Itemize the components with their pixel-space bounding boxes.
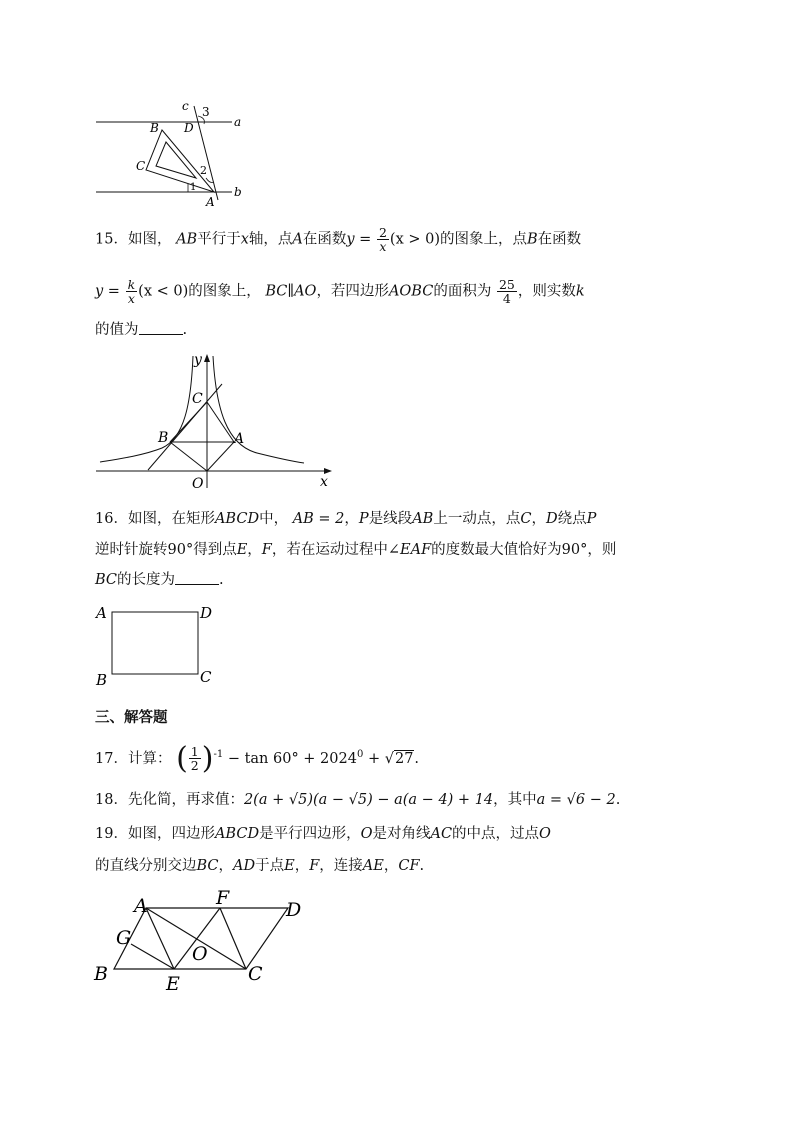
exponent: 0	[356, 749, 364, 760]
q19-line-1	[95, 824, 551, 844]
text: 如图，四边形	[127, 826, 215, 842]
q18-line	[95, 790, 620, 810]
text: 如图，	[127, 231, 172, 248]
text: 的面积为	[433, 283, 492, 300]
text: 计算：	[127, 750, 172, 767]
math-AB-eq-2: AB = 2	[292, 511, 345, 527]
text: ，	[531, 511, 546, 527]
math-C: C	[520, 511, 532, 527]
text: 轴，点	[248, 231, 293, 248]
math-O: O	[360, 826, 373, 842]
fraction-k-over-x	[126, 278, 138, 305]
math-P: P	[358, 511, 369, 527]
condition: (x < 0)	[138, 283, 189, 300]
text: 逆时针旋转90°得到点	[95, 542, 237, 558]
answer-blank[interactable]	[175, 570, 219, 585]
label-F: F	[216, 887, 230, 909]
text: .	[419, 858, 425, 874]
label-2: 2	[200, 164, 207, 177]
text: ，连接	[319, 858, 363, 874]
text: 的中点，过点	[452, 826, 540, 842]
figure-q14	[90, 98, 260, 210]
q15-line-2: y = $\frac{k}{x}$ (x < 0)的图象上， BC∥AO，若四边形AOBC的面积为 $\frac{25}{4}$ ，则实数k	[95, 277, 585, 306]
math-AB: AB	[412, 511, 434, 527]
text: 的值为	[95, 322, 139, 338]
label-x: x	[320, 474, 328, 490]
text: 如图，在矩形	[127, 511, 215, 527]
text: ，	[218, 858, 234, 874]
math-expression: 2(a + √5)(a − √5) − a(a − 4) + 14	[243, 792, 494, 808]
text: 是平行四边形，	[259, 826, 361, 842]
text: ，	[344, 511, 359, 527]
math-E: E	[236, 542, 248, 558]
text: 绕点	[557, 511, 587, 527]
text: 是对角线	[372, 826, 431, 842]
label-C: C	[200, 668, 212, 686]
text: 的图象上，点	[440, 231, 527, 248]
math-AOBC: AOBC	[388, 283, 434, 300]
denominator: x	[379, 239, 387, 254]
math-D: D	[545, 511, 558, 527]
text: − tan 60° + 2024	[227, 750, 357, 767]
label-3: 3	[202, 105, 210, 119]
numerator: 1	[190, 744, 199, 760]
text: +	[363, 750, 385, 767]
label-y: y	[194, 352, 202, 368]
text: 中，	[259, 511, 289, 527]
y-axis-arrow	[204, 354, 210, 362]
triangle-outer	[146, 130, 214, 192]
q16-line-2	[95, 540, 616, 560]
text: 先化简，再求值：	[127, 792, 244, 808]
q19-number: 19．	[95, 826, 128, 842]
math-BC: BC	[95, 572, 118, 588]
q16-number: 16．	[95, 511, 128, 527]
math-A: A	[292, 231, 303, 248]
label-B: B	[158, 430, 169, 446]
label-C: C	[192, 391, 203, 407]
math-E: E	[284, 858, 295, 874]
q17-number: 17．	[95, 750, 128, 767]
segment-GE	[131, 944, 174, 969]
text: ，其中	[493, 792, 537, 808]
math-y: y	[95, 283, 104, 300]
text: 在函数	[537, 231, 582, 248]
numerator: k	[127, 277, 136, 292]
figure-q15	[92, 350, 342, 495]
math-AE: AE	[362, 858, 384, 874]
math-x: x	[240, 231, 249, 248]
label-A: A	[206, 195, 215, 209]
text: 的长度为	[117, 572, 176, 588]
math-CF: CF	[398, 858, 420, 874]
q17-line: 17．计算： ( $\frac{1}{2}$ )$^{-1} - \tan 60^\circ + 2024^0 + √27$.	[95, 740, 420, 776]
figure-q16	[92, 600, 222, 692]
section-heading: 三、解答题	[95, 710, 168, 726]
text: ，若在运动过程中	[271, 542, 388, 558]
label-1: 1	[190, 182, 197, 193]
text: ，则实数	[517, 283, 576, 300]
math-parallel: BC∥AO	[265, 283, 317, 300]
text: .	[219, 572, 224, 588]
numerator: 25	[498, 277, 515, 292]
label-a: a	[234, 115, 242, 129]
math-F: F	[309, 858, 320, 874]
denominator: 4	[502, 291, 511, 306]
text: 的图象上，	[188, 283, 261, 300]
math-angle-EAF: ∠EAF	[387, 542, 432, 558]
text: 的度数最大值恰好为90°，则	[431, 542, 617, 558]
q19-line-2	[95, 856, 424, 876]
q15-number: 15．	[95, 231, 128, 248]
q18-number: 18．	[95, 792, 128, 808]
label-B: B	[150, 121, 159, 135]
hyperbola-left	[100, 356, 193, 462]
label-B: B	[96, 671, 108, 689]
math-O: O	[539, 826, 551, 842]
fraction-25-over-4	[497, 278, 517, 305]
text: 上一动点，点	[433, 511, 521, 527]
paren-right: )	[201, 740, 214, 776]
line-CA-extended	[148, 384, 222, 470]
text: 的直线分别交边	[95, 858, 197, 874]
math-ABCD: ABCD	[214, 511, 260, 527]
label-O: O	[192, 943, 208, 965]
label-E: E	[166, 973, 180, 995]
math-B: B	[527, 231, 538, 248]
text: 是线段	[368, 511, 413, 527]
label-b: b	[234, 185, 242, 199]
fraction-2-over-x	[377, 226, 389, 253]
segment-OB	[170, 442, 207, 471]
label-D: D	[200, 604, 213, 622]
math-P: P	[586, 511, 597, 527]
text: .	[414, 750, 420, 767]
math-AC: AC	[430, 826, 453, 842]
label-A: A	[234, 431, 245, 447]
label-C: C	[248, 963, 263, 985]
text: ，	[294, 858, 310, 874]
math-F: F	[261, 542, 272, 558]
rectangle-ABCD	[112, 612, 198, 674]
figure-q19	[90, 884, 320, 996]
label-A: A	[96, 604, 107, 622]
numerator: 2	[378, 225, 387, 240]
q16-line-1	[95, 509, 596, 529]
label-c: c	[182, 99, 189, 113]
math-BC: BC	[196, 858, 219, 874]
sqrt-27: 27	[394, 750, 414, 767]
text: ，	[247, 542, 262, 558]
label-D: D	[286, 899, 302, 921]
math-k: k	[575, 283, 585, 300]
label-D: D	[184, 121, 194, 135]
math-AB: AB	[176, 231, 198, 248]
fraction-1-over-2	[189, 745, 201, 772]
label-C: C	[136, 159, 146, 173]
paren-left: (	[176, 740, 188, 776]
label-B: B	[94, 963, 108, 985]
label-O: O	[192, 476, 204, 492]
text: ，若四边形	[316, 283, 389, 300]
text: 于点	[255, 858, 285, 874]
label-A: A	[134, 895, 148, 917]
exponent: -1	[213, 749, 224, 760]
label-G: G	[116, 927, 132, 949]
math-y: y	[346, 231, 355, 248]
text: .	[182, 322, 188, 338]
math-AD: AD	[233, 858, 256, 874]
denominator: 2	[190, 758, 199, 774]
answer-blank[interactable]	[139, 320, 183, 335]
segment-OA	[207, 442, 234, 471]
q15-line-3	[95, 320, 187, 340]
denominator: x	[127, 291, 135, 306]
text: 在函数	[302, 231, 347, 248]
text: 平行于	[197, 231, 241, 248]
segment-CF	[220, 908, 246, 969]
hyperbola-right	[213, 356, 304, 463]
math-ABCD: ABCD	[214, 826, 260, 842]
math-a-value: a = √6 − 2	[536, 792, 616, 808]
line-c	[194, 106, 218, 200]
text: .	[615, 792, 621, 808]
q16-line-3	[95, 570, 224, 590]
q15-line-1: 15．如图， AB平行于x轴，点A在函数y = $\frac{2}{x}$ (x > 0)的图象上，点B在函数	[95, 225, 582, 254]
condition: (x > 0)	[389, 231, 440, 248]
text: ，	[383, 858, 399, 874]
